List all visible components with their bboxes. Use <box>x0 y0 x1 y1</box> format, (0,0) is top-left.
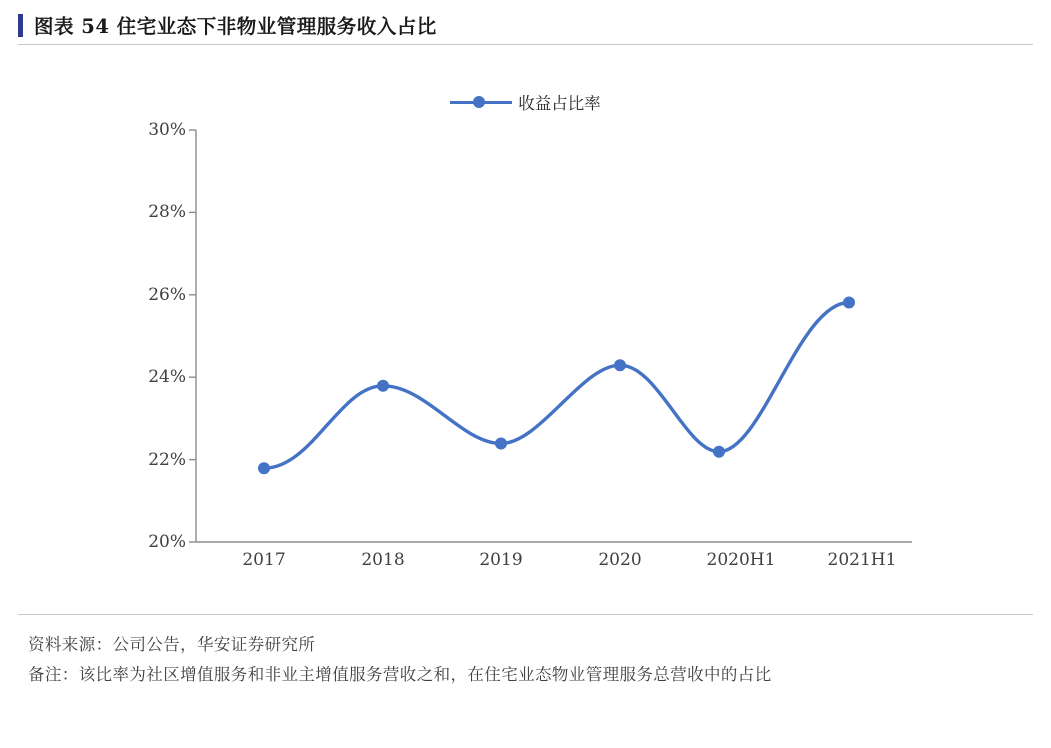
y-tick-label-5: 30% <box>148 120 186 140</box>
legend-label: 收益占比率 <box>518 94 601 113</box>
chart-plot-area <box>0 120 1051 590</box>
series-line-0 <box>264 303 849 469</box>
legend-marker-icon <box>450 94 512 110</box>
remark-note: 备注：该比率为社区增值服务和非业主增值服务营收之和，在住宅业态物业管理服务总营收中的占比 <box>28 665 772 684</box>
x-tick-label-3: 2020 <box>598 550 642 570</box>
y-tick-label-1: 22% <box>148 449 186 470</box>
title-accent-bar <box>18 14 23 37</box>
chart-legend <box>0 90 1051 114</box>
x-tick-label-0: 2017 <box>242 550 286 570</box>
data-point <box>713 446 725 458</box>
data-point <box>377 380 389 392</box>
x-tick-label-5: 2021H1 <box>827 550 897 570</box>
chart-svg <box>0 130 1051 590</box>
figure-title <box>18 8 1033 42</box>
x-tick-label-1: 2018 <box>361 550 405 570</box>
y-tick-label-0: 20% <box>148 532 186 552</box>
x-axis-labels <box>196 550 912 580</box>
page-title: 图表 54 住宅业态下非物业管理服务收入占比 <box>34 15 437 38</box>
x-tick-label-2: 2019 <box>479 550 523 570</box>
source-note: 资料来源：公司公告，华安证券研究所 <box>28 635 316 654</box>
divider-top <box>18 44 1033 45</box>
y-tick-label-2: 24% <box>148 367 186 388</box>
x-tick-label-4: 2020H1 <box>706 550 776 570</box>
divider-bottom <box>18 614 1033 615</box>
y-tick-label-4: 28% <box>148 202 186 223</box>
data-point <box>258 462 270 474</box>
figure-notes <box>28 630 1018 690</box>
data-point <box>843 297 855 309</box>
legend-item-series-0 <box>450 90 601 114</box>
data-point <box>495 438 507 450</box>
data-point <box>614 359 626 371</box>
y-tick-label-3: 26% <box>148 284 186 305</box>
